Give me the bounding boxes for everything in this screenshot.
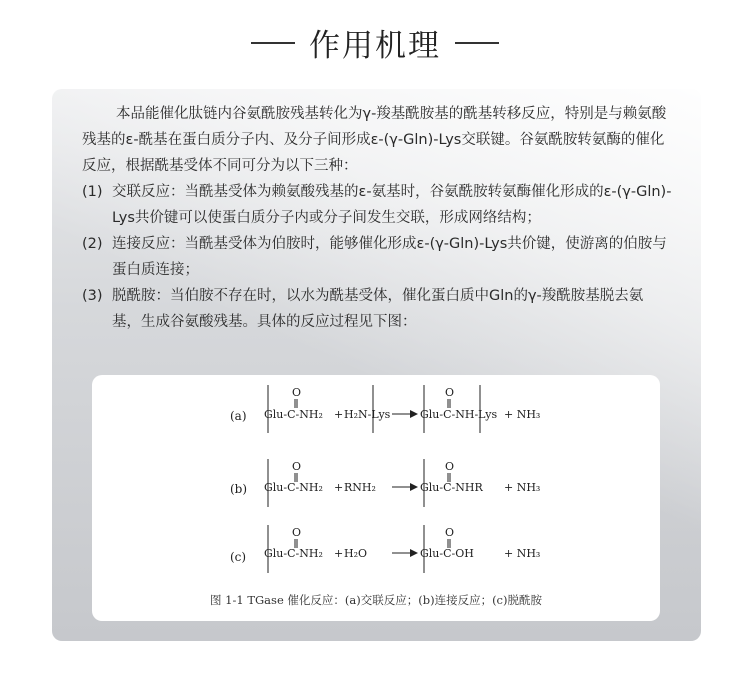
list-item-number: (1) [82,184,103,200]
product: Glu-C-NHR [420,481,483,494]
reagent: H₂N-Lys [344,408,391,421]
reaction-a [230,385,540,433]
reaction-label: (c) [230,550,247,564]
reaction-figure [92,375,660,621]
list-item [82,179,672,231]
plus-sign: + [334,408,344,421]
figure-caption: 图 1-1 TGase 催化反应：(a)交联反应；(b)连接反应；(c)脱酰胺 [210,593,542,607]
reagent: RNH₂ [344,481,376,494]
svg-text:O: O [292,460,302,473]
reaction-label: (b) [230,482,248,496]
oxygen-atom: O [292,386,302,399]
section-title [0,20,750,65]
byproduct: + NH₃ [504,481,541,494]
reagent: H₂O [344,547,368,560]
reaction-b [230,459,540,507]
byproduct: + NH₃ [504,547,541,560]
svg-text:O: O [292,526,302,539]
content-panel [52,89,701,641]
list-item-text: 连接反应：当酰基受体为伯胺时，能够催化形成ε-(γ-Gln)-Lys共价键，使游离的伯胺与蛋白质连接； [112,236,667,278]
list-item [82,231,672,283]
reactant: Glu-C-NH₂ [264,408,323,421]
title-rule-right [455,42,499,44]
product: Glu-C-NH-Lys [420,408,498,421]
reactant: Glu-C-NH₂ [264,481,323,494]
list-item-text: 脱酰胺：当伯胺不存在时，以水为酰基受体，催化蛋白质中Gln的γ-羧酰胺基脱去氨基，生成谷氨酸残基。具体的反应过程见下图： [112,288,644,330]
reaction-c [230,525,540,573]
intro-paragraph: 本品能催化肽链内谷氨酰胺残基转化为γ-羧基酰胺基的酰基转移反应，特别是与赖氨酸残基的ε-酰基在蛋白质分子内、及分子间形成ε-(γ-Gln)-Lys交联键。谷氨酰胺转氨酶的催化反应，根据酰基受体不同可分为以下三种： [82,106,667,174]
title-rule-left [251,42,295,44]
svg-text:O: O [445,526,455,539]
list-item-number: (2) [82,236,103,252]
arrow-icon [410,549,418,557]
list-item-text: 交联反应：当酰基受体为赖氨酸残基的ε-氨基时，谷氨酰胺转氨酶催化形成的ε-(γ-Gln)-Lys共价键可以使蛋白质分子内或分子间发生交联，形成网络结构； [112,184,672,226]
reaction-label: (a) [230,409,247,423]
list-item-number: (3) [82,288,103,304]
product: Glu-C-OH [420,547,474,560]
plus-sign: + [334,481,344,494]
svg-text:O: O [445,386,455,399]
reactant: Glu-C-NH₂ [264,547,323,560]
plus-sign: + [334,547,344,560]
svg-text:O: O [445,460,455,473]
reaction-scheme [92,375,660,585]
list-item [82,283,672,335]
arrow-icon [410,483,418,491]
arrow-icon [410,410,418,418]
mechanism-text [82,101,672,335]
page-title: 作用机理 [309,28,441,64]
byproduct: + NH₃ [504,408,541,421]
